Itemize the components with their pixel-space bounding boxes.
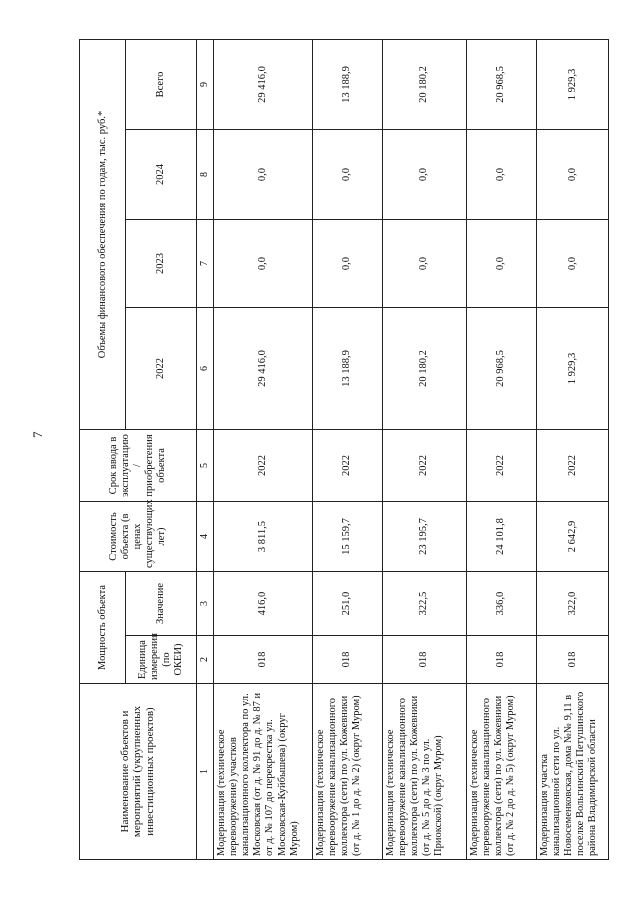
column-index: 3 (196, 572, 214, 636)
row-value: 322,5 (383, 572, 467, 636)
header-year-2022: 2022 (126, 308, 196, 430)
header-term: Срок ввода в эксплуатацию / приобретения объекта (80, 430, 197, 502)
row-2022: 13 188,9 (312, 308, 382, 430)
row-total: 29 416,0 (214, 40, 312, 130)
row-total: 1 929,3 (537, 40, 609, 130)
rotated-table-container (79, 40, 609, 860)
row-2023: 0,0 (537, 220, 609, 308)
row-2024: 0,0 (537, 130, 609, 220)
table-row (383, 40, 467, 860)
row-unit: 018 (466, 636, 536, 684)
row-value: 251,0 (312, 572, 382, 636)
header-total: Всего (126, 40, 196, 130)
table-row (312, 40, 382, 860)
header-name: Наименование объектов и мероприятий (укрупненных инвестиционных проектов) (80, 684, 197, 860)
header-year-2024: 2024 (126, 130, 196, 220)
row-object-name: Модернизация (техническое перевооружение канализационного коллектора (сети) по ул. Кожевники (от д. № 1 до д. № 2) (округ Муром) (312, 684, 382, 860)
row-2023: 0,0 (312, 220, 382, 308)
row-term: 2022 (537, 430, 609, 502)
row-2023: 0,0 (383, 220, 467, 308)
column-index: 9 (196, 40, 214, 130)
table-row (466, 40, 536, 860)
row-total: 20 968,5 (466, 40, 536, 130)
row-2024: 0,0 (214, 130, 312, 220)
row-2022: 20 968,5 (466, 308, 536, 430)
row-unit: 018 (214, 636, 312, 684)
row-unit: 018 (537, 636, 609, 684)
row-cost: 3 811,5 (214, 502, 312, 572)
row-term: 2022 (312, 430, 382, 502)
column-index: 5 (196, 430, 214, 502)
row-object-name: Модернизация (техническое перевооружение) участков канализационного коллектора по ул. Московская (от д. № 91 до д. № 87 и от д. № 107 до перекрестка ул. Московская-Куйбышева) (округ Муром) (214, 684, 312, 860)
row-cost: 24 101,8 (466, 502, 536, 572)
row-total: 20 180,2 (383, 40, 467, 130)
row-value: 416,0 (214, 572, 312, 636)
column-index: 4 (196, 502, 214, 572)
row-2023: 0,0 (214, 220, 312, 308)
table-row (537, 40, 609, 860)
row-object-name: Модернизация (техническое перевооружение канализационного коллектора (сети) по ул. Кожевники (от д. № 5 до д. № 3 по ул. Приокской) (округ Муром) (383, 684, 467, 860)
row-2023: 0,0 (466, 220, 536, 308)
column-index: 8 (196, 130, 214, 220)
column-index: 7 (196, 220, 214, 308)
row-2024: 0,0 (383, 130, 467, 220)
row-unit: 018 (312, 636, 382, 684)
row-object-name: Модернизация участка канализационной сети по ул. Новосеменковская, дома №№ 9,11 в поселке Вольгинский Петушинского района Владимирской области (537, 684, 609, 860)
row-term: 2022 (214, 430, 312, 502)
column-index: 1 (196, 684, 214, 860)
row-term: 2022 (383, 430, 467, 502)
header-cost: Стоимость объекта (в ценах существующих лет) (80, 502, 197, 572)
column-index-row (196, 40, 214, 860)
column-index: 2 (196, 636, 214, 684)
row-cost: 23 195,7 (383, 502, 467, 572)
header-unit: Единица измерения (по ОКЕИ) (126, 636, 196, 684)
page-number: 7 (30, 431, 45, 438)
table-row (214, 40, 312, 860)
row-value: 322,0 (537, 572, 609, 636)
row-2024: 0,0 (312, 130, 382, 220)
column-index: 6 (196, 308, 214, 430)
row-unit: 018 (383, 636, 467, 684)
row-2022: 1 929,3 (537, 308, 609, 430)
row-cost: 15 159,7 (312, 502, 382, 572)
row-object-name: Модернизация (техническое перевооружение канализационного коллектора (сети) по ул. Кожевники (от д. № 2 до д. № 5) (округ Муром) (466, 684, 536, 860)
header-capacity-group: Мощность объекта (80, 572, 126, 684)
row-term: 2022 (466, 430, 536, 502)
row-cost: 2 642,9 (537, 502, 609, 572)
row-2024: 0,0 (466, 130, 536, 220)
row-value: 336,0 (466, 572, 536, 636)
row-total: 13 188,9 (312, 40, 382, 130)
row-2022: 29 416,0 (214, 308, 312, 430)
header-finance-group: Объемы финансового обеспечения по годам, тыс. руб.* (80, 40, 126, 430)
header-value: Значение (126, 572, 196, 636)
header-year-2023: 2023 (126, 220, 196, 308)
row-2022: 20 180,2 (383, 308, 467, 430)
investment-projects-table (79, 39, 609, 860)
